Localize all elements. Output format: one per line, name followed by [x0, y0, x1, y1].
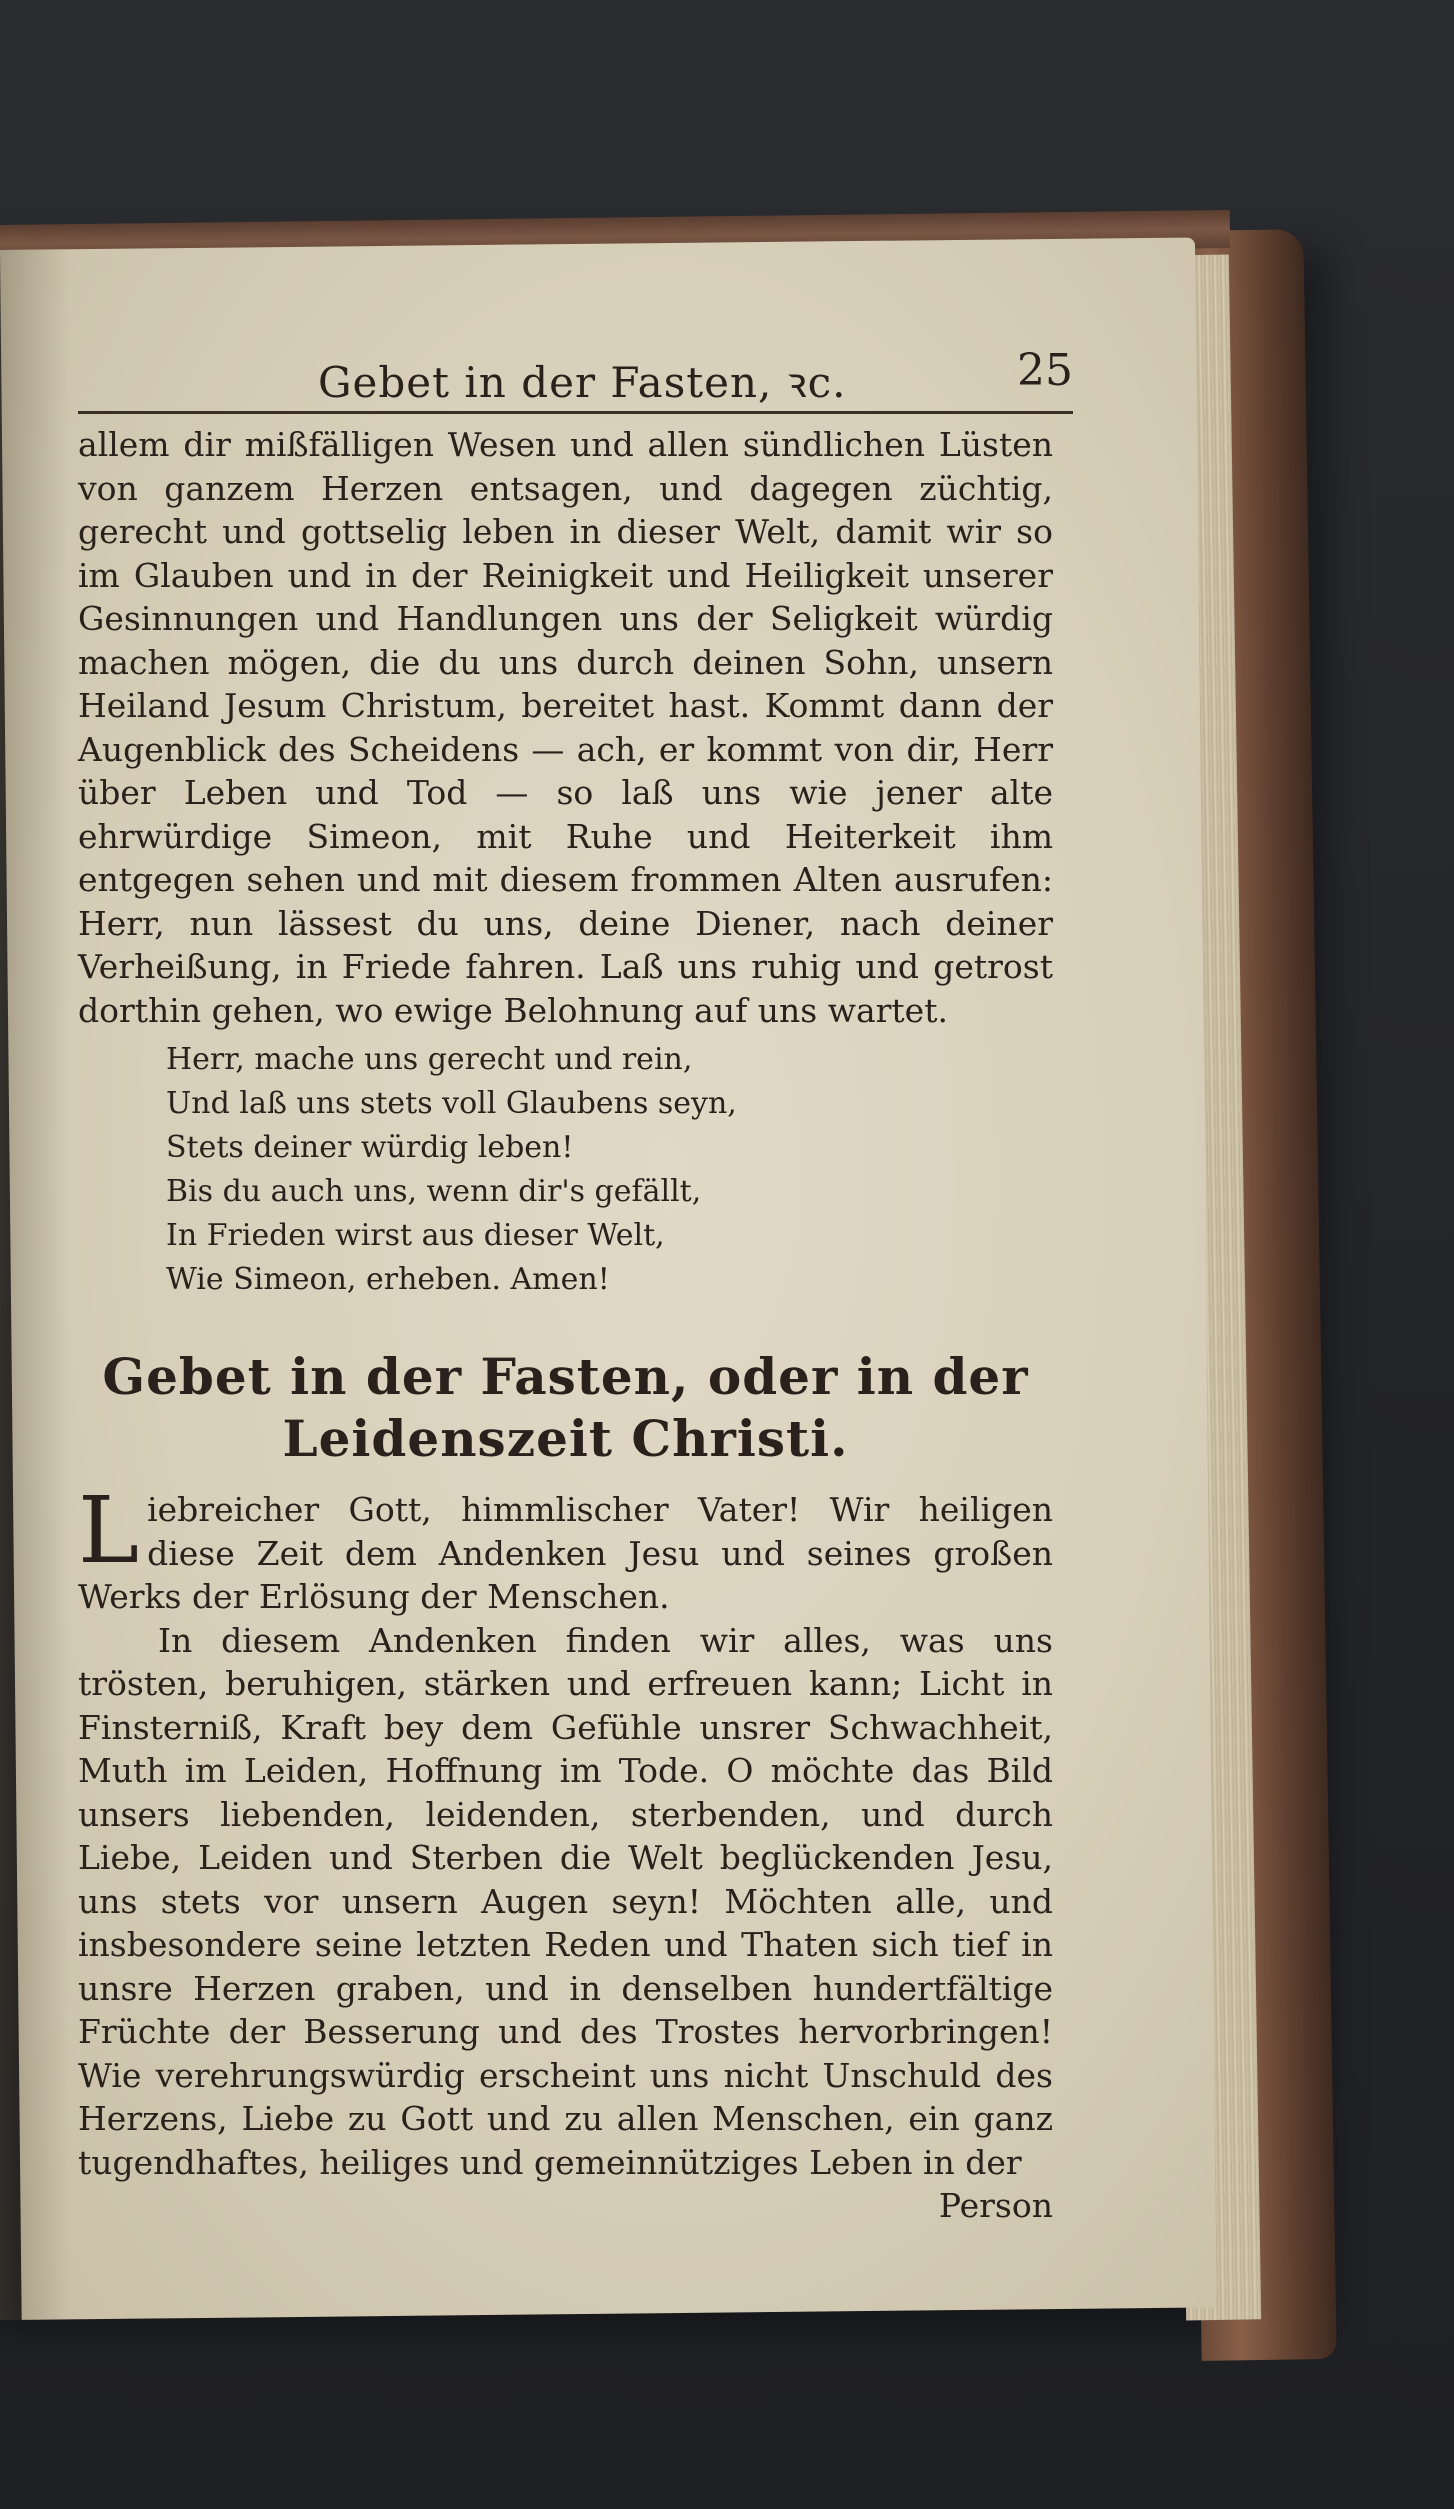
verse-line: Und laß uns stets voll Glaubens seyn, [166, 1086, 737, 1121]
verse-line: Bis du auch uns, wenn dir's gefällt, [166, 1174, 702, 1209]
prayer-paragraph-1: Liebreicher Gott, himmlischer Vater! Wir heiligen diese Zeit dem Andenken Jesu und seines großen Werks der Erlösung der Menschen. [78, 1477, 1053, 1616]
verse-line: In Frieden wirst aus dieser Welt, [166, 1218, 665, 1253]
running-title: Gebet in der Fasten, ꝛc. [318, 358, 847, 407]
verse-line: Stets deiner würdig leben! [166, 1130, 574, 1165]
page-number: 25 [1017, 345, 1073, 396]
verse-line: Herr, mache uns gerecht und rein, [166, 1042, 693, 1077]
prayer-paragraph-2: In diesem Andenken finden wir alles, was uns trösten, beruhigen, stärken und erfreuen kann; Licht in Finsterniß, Kraft bey dem Gefühle unsrer Schwachheit, Muth im Leiden, Hoffnung im Tode. O möchte das Bild unsers liebenden, leidenden, sterbenden, und durch Liebe, Leiden und Sterben die Welt beglückenden Jesu, uns stets vor unsern Augen seyn! Möchten alle, und insbesondere seine letzten Reden und Thaten sich tief in unsre Herzen graben, und in denselben hundertfältige Früchte der Besserung und des Trostes hervorbringen! Wie verehrungswürdig erscheint uns nicht Unschuld des Herzens, Liebe zu Gott und zu allen Menschen, ein ganz tugendhaftes, heiliges und gemeinnütziges Leben in der [78, 1620, 1053, 2182]
verse-line: Wie Simeon, erheben. Amen! [166, 1262, 610, 1297]
page-gutter-shadow [0, 250, 70, 2320]
page-content [78, 345, 1073, 2227]
catchword: Person [938, 2186, 1053, 2225]
hymn-verse [166, 1038, 1053, 1302]
continuation-paragraph: allem dir mißfälligen Wesen und allen sündlichen Lüsten von ganzem Herzen entsagen, und dagegen züchtig, gerecht und gottselig leben in dieser Welt, damit wir so im Glauben und in der Reinigkeit und Heiligkeit unserer Gesinnungen und Handlungen uns der Seligkeit würdig machen mögen, die du uns durch deinen Sohn, unsern Heiland Jesum Christum, bereitet hast. Kommt dann der Augenblick des Scheidens — ach, er kommt von dir, Herr über Leben und Tod — so laß uns wie jener alte ehrwürdige Simeon, mit Ruhe und Heiterkeit ihm entgegen sehen und mit diesem frommen Alten ausrufen: Herr, nun lässest du uns, deine Diener, nach deiner Verheißung, in Friede fahren. Laß uns ruhig und getrost dorthin gehen, wo ewige Belohnung auf uns wartet. [78, 425, 1053, 1030]
section-heading: Gebet in der Fasten, oder in der Leidenszeit Christi. [102, 1347, 1029, 1468]
running-head [78, 345, 1073, 417]
header-rule [78, 411, 1073, 414]
